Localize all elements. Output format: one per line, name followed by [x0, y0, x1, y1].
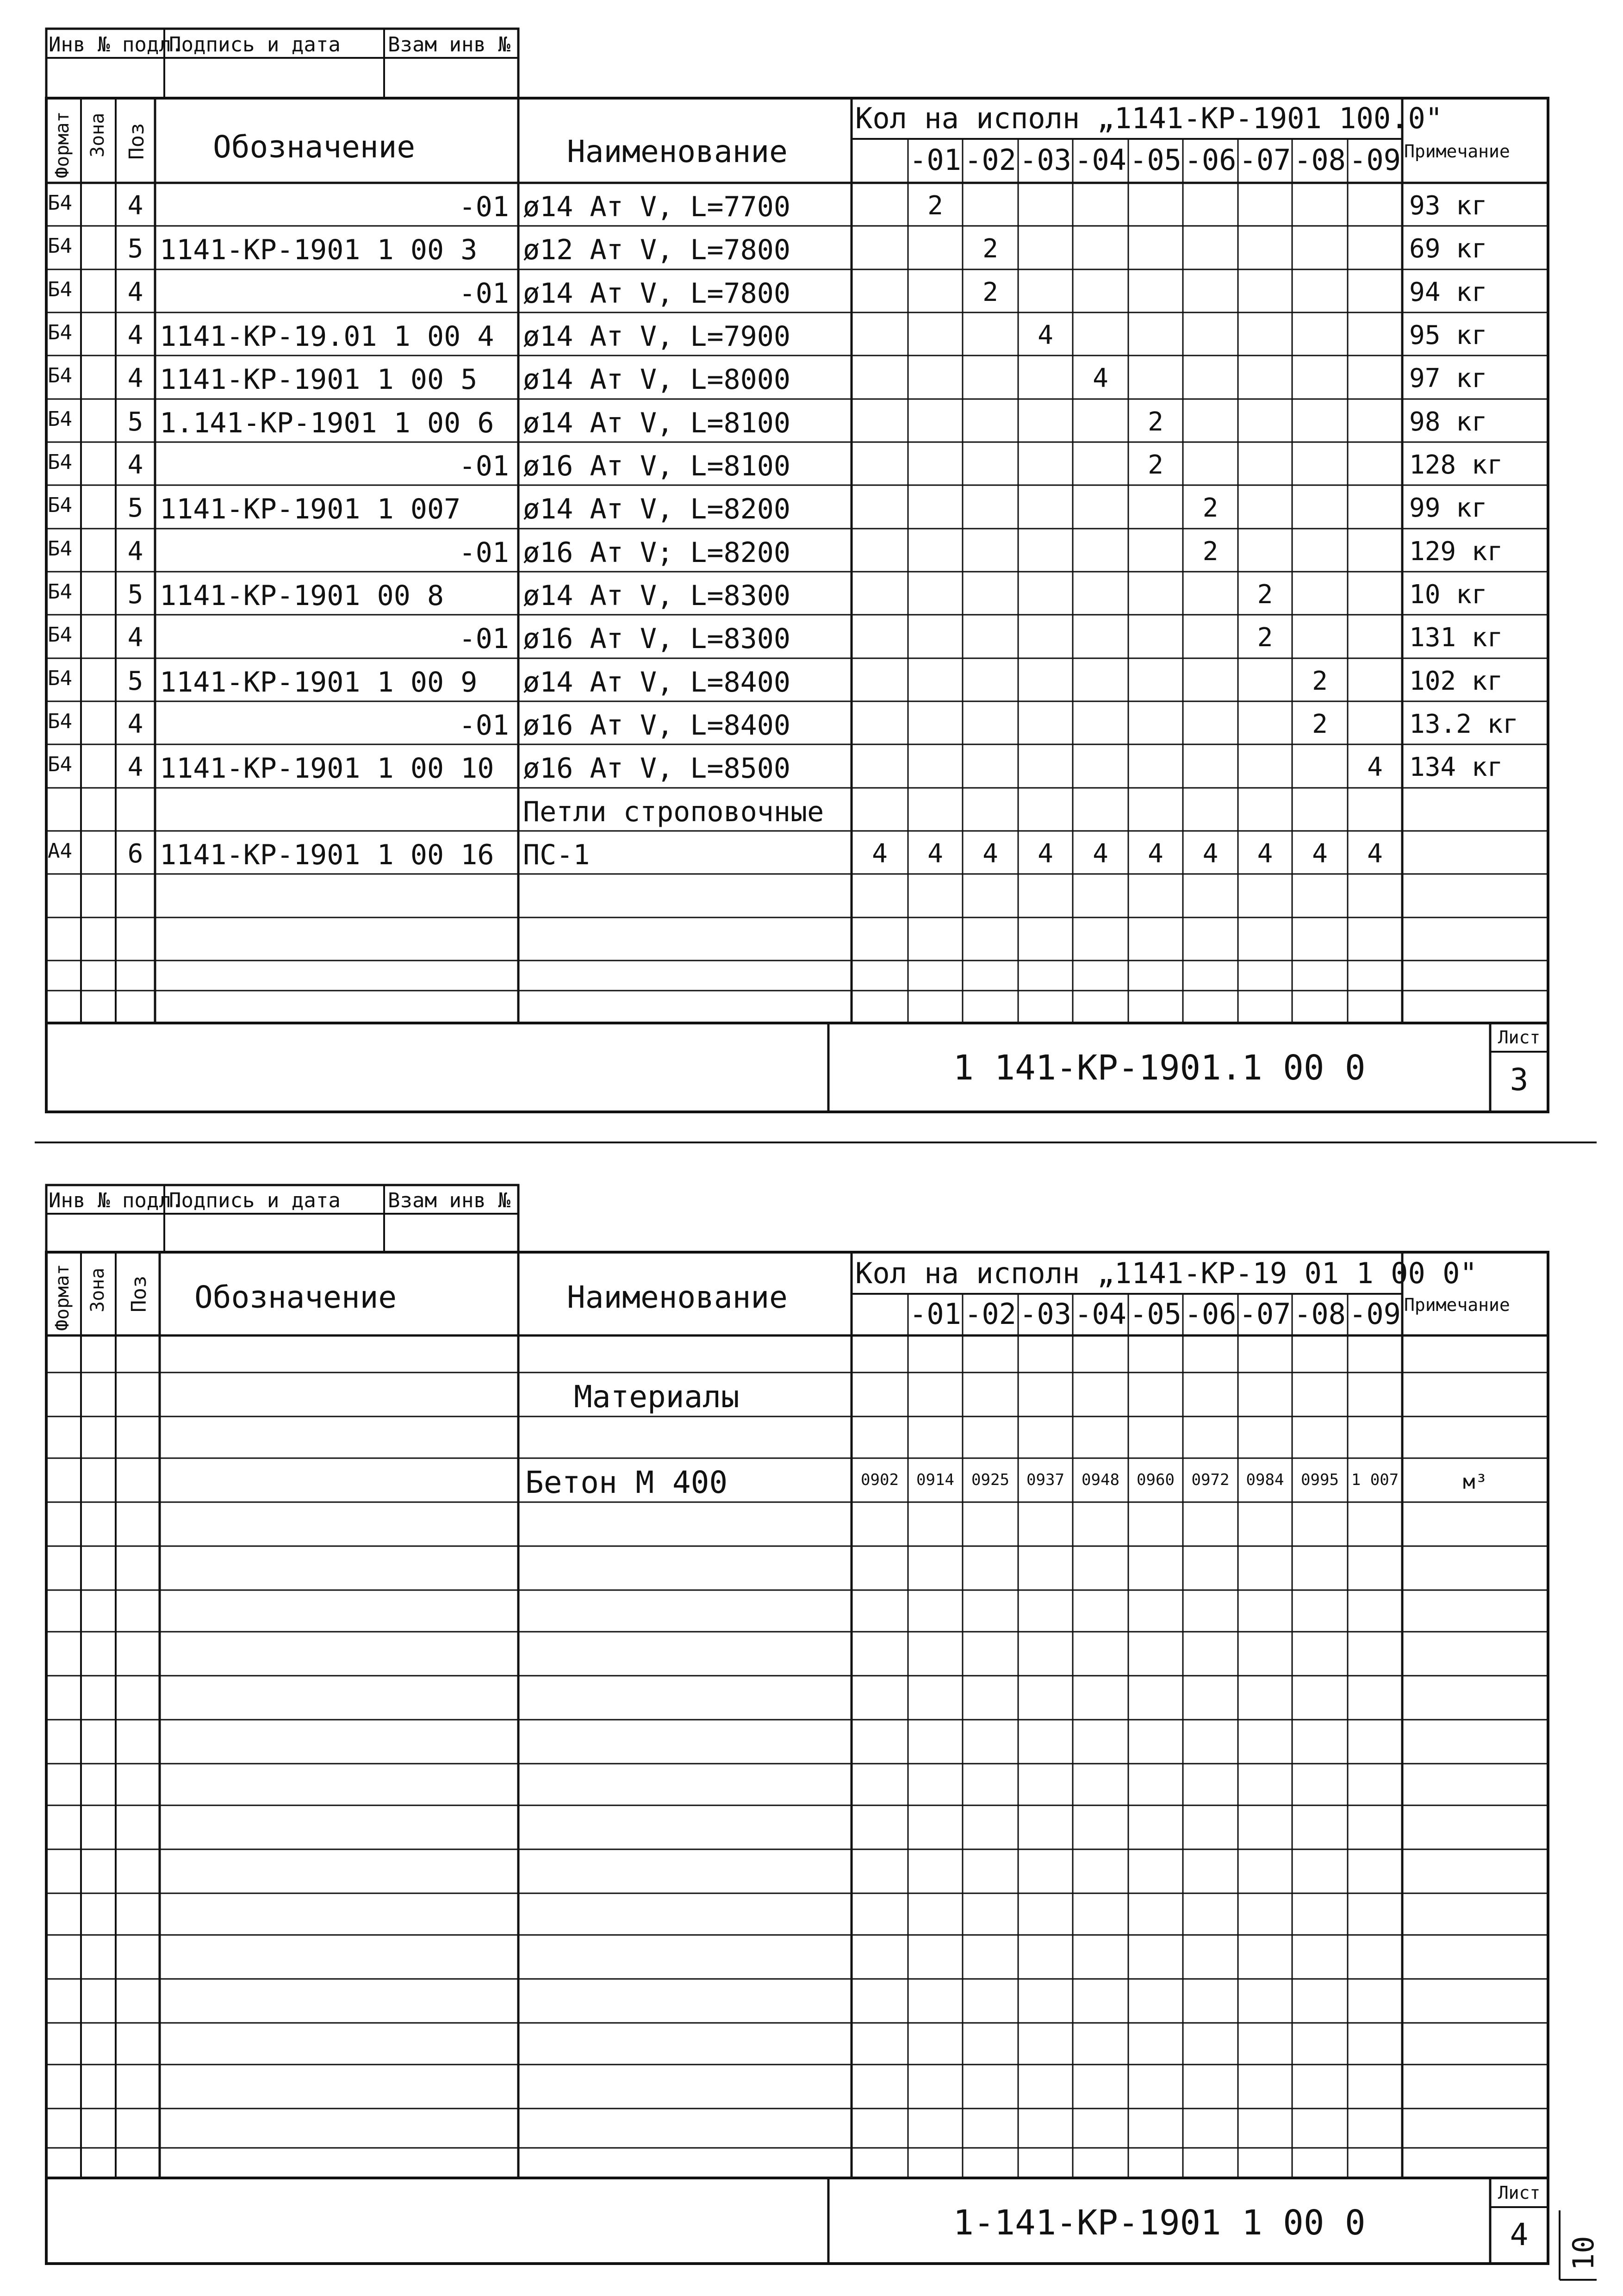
- stamp-inv-podl: Инв № подл.: [49, 1189, 184, 1212]
- row-oboznachenie: 1.141-КР-1901 1 00 6: [160, 407, 494, 439]
- row-qty: 4: [1038, 839, 1053, 869]
- row-poz: 5: [127, 493, 143, 523]
- row-qty: 2: [927, 191, 943, 221]
- row-format: Б4: [48, 364, 72, 387]
- row-format: А4: [48, 839, 72, 863]
- variant-03: -03: [1020, 1297, 1071, 1331]
- row-format: Б4: [48, 537, 72, 561]
- sheet-1-list-label: Лист: [1498, 1027, 1541, 1048]
- row-primechanie: 129 кг: [1409, 537, 1503, 567]
- concrete-qty: 0995: [1301, 1471, 1339, 1489]
- row-oboznachenie: 1141-КР-1901 1 00 16: [160, 839, 494, 871]
- row-qty: 2: [1202, 537, 1219, 567]
- header-kol-ispoln: Кол на исполн „1141-КР-1901 100.0": [855, 101, 1443, 135]
- stamp-podpis: Подпись и дата: [169, 1189, 341, 1212]
- row-qty: 4: [927, 839, 943, 869]
- concrete-qty: 0972: [1191, 1471, 1230, 1489]
- row-primechanie: 131 кг: [1409, 623, 1503, 653]
- header-poz: Поз: [127, 1275, 151, 1312]
- page-number: 10: [1567, 2236, 1600, 2271]
- row-naimenovanie: ø16 Ат V, L=8300: [523, 623, 790, 655]
- concrete-qty: 0960: [1137, 1471, 1175, 1489]
- variant-09: -09: [1349, 143, 1401, 177]
- row-format: Б4: [48, 710, 72, 733]
- variant-06: -06: [1184, 143, 1237, 177]
- variant-08: -08: [1294, 143, 1346, 177]
- row-naimenovanie: Петли строповочные: [523, 796, 824, 828]
- row-poz: 4: [127, 450, 143, 480]
- row-primechanie: 93 кг: [1409, 191, 1487, 221]
- row-qty: 4: [872, 839, 888, 869]
- row-qty: 4: [1367, 752, 1383, 782]
- row-qty: 2: [1312, 709, 1328, 739]
- row-qty: 4: [1312, 839, 1328, 869]
- variant-05: -05: [1130, 143, 1181, 177]
- concrete-qty: 0948: [1082, 1471, 1119, 1489]
- variant-02: -02: [964, 143, 1016, 177]
- row-poz: 4: [127, 191, 143, 221]
- row-naimenovanie: ø14 Ат V, L=8200: [523, 493, 790, 525]
- header-primechanie: Примечание: [1404, 1295, 1510, 1315]
- header-format: Формат: [52, 1264, 73, 1331]
- row-primechanie: 94 кг: [1409, 277, 1487, 307]
- header-oboznachenie: Обозначение: [213, 129, 416, 165]
- row-qty: 2: [1312, 666, 1328, 696]
- header-primechanie: Примечание: [1404, 141, 1510, 162]
- row-format: Б4: [48, 407, 72, 431]
- row-format: Б4: [48, 493, 72, 517]
- row-oboznachenie: -01: [459, 191, 509, 223]
- row-format: Б4: [48, 623, 72, 647]
- header-format: Формат: [52, 111, 73, 178]
- row-format: Б4: [48, 667, 72, 690]
- row-poz: 5: [127, 666, 143, 696]
- row-oboznachenie: 1141-КР-1901 1 00 3: [160, 234, 478, 266]
- row-format: Б4: [48, 191, 72, 215]
- variant-04: -04: [1075, 143, 1126, 177]
- row-naimenovanie: ø16 Ат V, L=8400: [523, 709, 790, 742]
- variant-07: -07: [1239, 1297, 1291, 1331]
- stamp-podpis: Подпись и дата: [169, 33, 341, 56]
- concrete-qty: 0902: [861, 1471, 899, 1489]
- concrete-qty: 0937: [1026, 1471, 1064, 1489]
- row-primechanie: 10 кг: [1409, 580, 1487, 610]
- row-format: Б4: [48, 580, 72, 604]
- row-oboznachenie: -01: [459, 277, 509, 310]
- row-poz: 4: [127, 363, 143, 393]
- row-poz: 4: [127, 752, 143, 782]
- row-primechanie: 99 кг: [1409, 493, 1487, 523]
- row-primechanie: 102 кг: [1409, 666, 1503, 696]
- row-poz: 5: [127, 407, 143, 437]
- row-naimenovanie: ø16 Ат V, L=8500: [523, 752, 790, 785]
- header-zona: Зона: [87, 112, 108, 157]
- row-poz: 4: [127, 537, 143, 567]
- row-qty: 2: [983, 234, 998, 264]
- row-format: Б4: [48, 753, 72, 776]
- row-oboznachenie: 1141-КР-1901 1 00 9: [160, 666, 478, 699]
- concrete-qty: 1 007: [1351, 1471, 1399, 1489]
- row-naimenovanie: ø14 Ат V, L=8100: [523, 407, 790, 439]
- row-oboznachenie: 1141-КР-1901 1 00 5: [160, 363, 478, 396]
- row-primechanie: 97 кг: [1409, 363, 1487, 393]
- row-qty: 4: [1257, 839, 1273, 869]
- sheet-2-list-number: 4: [1510, 2217, 1529, 2252]
- row-oboznachenie: -01: [459, 450, 509, 482]
- header-poz: Поз: [125, 123, 149, 160]
- header-oboznachenie: Обозначение: [194, 1279, 397, 1315]
- row-primechanie: 69 кг: [1409, 234, 1487, 264]
- row-format: Б4: [48, 278, 72, 301]
- variant-09: -09: [1349, 1297, 1401, 1331]
- row-oboznachenie: 1141-КР-19.01 1 00 4: [160, 320, 494, 353]
- row-primechanie: 95 кг: [1409, 320, 1487, 350]
- row-oboznachenie: -01: [459, 537, 509, 569]
- row-qty: 4: [1093, 363, 1108, 393]
- row-naimenovanie: ø14 Ат V, L=7800: [523, 277, 790, 310]
- sheet-1-title: 1 141-КР-1901.1 00 0: [953, 1048, 1366, 1088]
- row-qty: 2: [1148, 450, 1163, 480]
- stamp-vzam: Взам инв №: [388, 1189, 510, 1212]
- row-oboznachenie: -01: [459, 623, 509, 655]
- row-qty: 2: [983, 277, 998, 307]
- concrete-qty: 0925: [971, 1471, 1009, 1489]
- row-oboznachenie: 1141-КР-1901 00 8: [160, 580, 444, 612]
- row-poz: 4: [127, 709, 143, 739]
- variant-02: -02: [964, 1297, 1016, 1331]
- concrete-unit: м³: [1463, 1470, 1487, 1494]
- row-naimenovanie: ПС-1: [523, 839, 590, 871]
- row-oboznachenie: 1141-КР-1901 1 00 10: [160, 752, 494, 785]
- row-naimenovanie: ø14 Ат V, L=8000: [523, 363, 790, 396]
- row-format: Б4: [48, 450, 72, 474]
- variant-04: -04: [1075, 1297, 1126, 1331]
- variant-07: -07: [1239, 143, 1291, 177]
- variant-05: -05: [1130, 1297, 1181, 1331]
- stamp-inv-podl: Инв № подл.: [49, 33, 184, 56]
- sheet-2-title: 1-141-КР-1901 1 00 0: [953, 2203, 1366, 2243]
- row-qty: 2: [1257, 623, 1273, 653]
- row-oboznachenie: -01: [459, 709, 509, 742]
- concrete-name: Бетон М 400: [525, 1465, 728, 1500]
- row-qty: 2: [1257, 580, 1273, 610]
- row-naimenovanie: ø14 Ат V, L=7900: [523, 320, 790, 353]
- row-qty: 2: [1202, 493, 1219, 523]
- row-qty: 4: [983, 839, 998, 869]
- row-format: Б4: [48, 234, 72, 258]
- row-primechanie: 13.2 кг: [1409, 709, 1519, 739]
- row-qty: 4: [1202, 839, 1219, 869]
- row-naimenovanie: ø14 Ат V, L=7700: [523, 191, 790, 223]
- row-primechanie: 98 кг: [1409, 407, 1487, 437]
- row-poz: 6: [127, 839, 143, 869]
- row-poz: 5: [127, 580, 143, 610]
- row-primechanie: 128 кг: [1409, 450, 1503, 480]
- row-naimenovanie: ø14 Ат V, L=8300: [523, 580, 790, 612]
- sheet-1-list-number: 3: [1510, 1062, 1529, 1098]
- header-kol-ispoln: Кол на исполн „1141-КР-19 01 1 00 0": [855, 1256, 1477, 1290]
- variant-08: -08: [1294, 1297, 1346, 1331]
- row-naimenovanie: ø12 Ат V, L=7800: [523, 234, 790, 266]
- row-poz: 4: [127, 623, 143, 653]
- variant-01: -01: [909, 143, 961, 177]
- header-zona: Зона: [87, 1267, 108, 1312]
- header-naimenovanie: Наименование: [567, 1279, 788, 1315]
- row-poz: 5: [127, 234, 143, 264]
- row-poz: 4: [127, 320, 143, 350]
- row-naimenovanie: ø16 Ат V, L=8100: [523, 450, 790, 482]
- row-qty: 2: [1148, 407, 1163, 437]
- row-qty: 4: [1148, 839, 1163, 869]
- row-qty: 4: [1093, 839, 1108, 869]
- header-naimenovanie: Наименование: [567, 134, 788, 169]
- row-poz: 4: [127, 277, 143, 307]
- sheet-2-list-label: Лист: [1498, 2183, 1541, 2203]
- row-format: Б4: [48, 321, 72, 344]
- variant-01: -01: [909, 1297, 961, 1331]
- row-naimenovanie: ø14 Ат V, L=8400: [523, 666, 790, 699]
- concrete-qty: 0984: [1246, 1471, 1284, 1489]
- row-oboznachenie: 1141-КР-1901 1 007: [160, 493, 461, 525]
- materials-heading: Материалы: [574, 1379, 740, 1415]
- variant-03: -03: [1020, 143, 1071, 177]
- row-naimenovanie: ø16 Ат V; L=8200: [523, 537, 790, 569]
- row-qty: 4: [1367, 839, 1383, 869]
- stamp-vzam: Взам инв №: [388, 33, 510, 56]
- variant-06: -06: [1184, 1297, 1237, 1331]
- row-qty: 4: [1038, 320, 1053, 350]
- row-primechanie: 134 кг: [1409, 752, 1503, 782]
- concrete-qty: 0914: [916, 1471, 954, 1489]
